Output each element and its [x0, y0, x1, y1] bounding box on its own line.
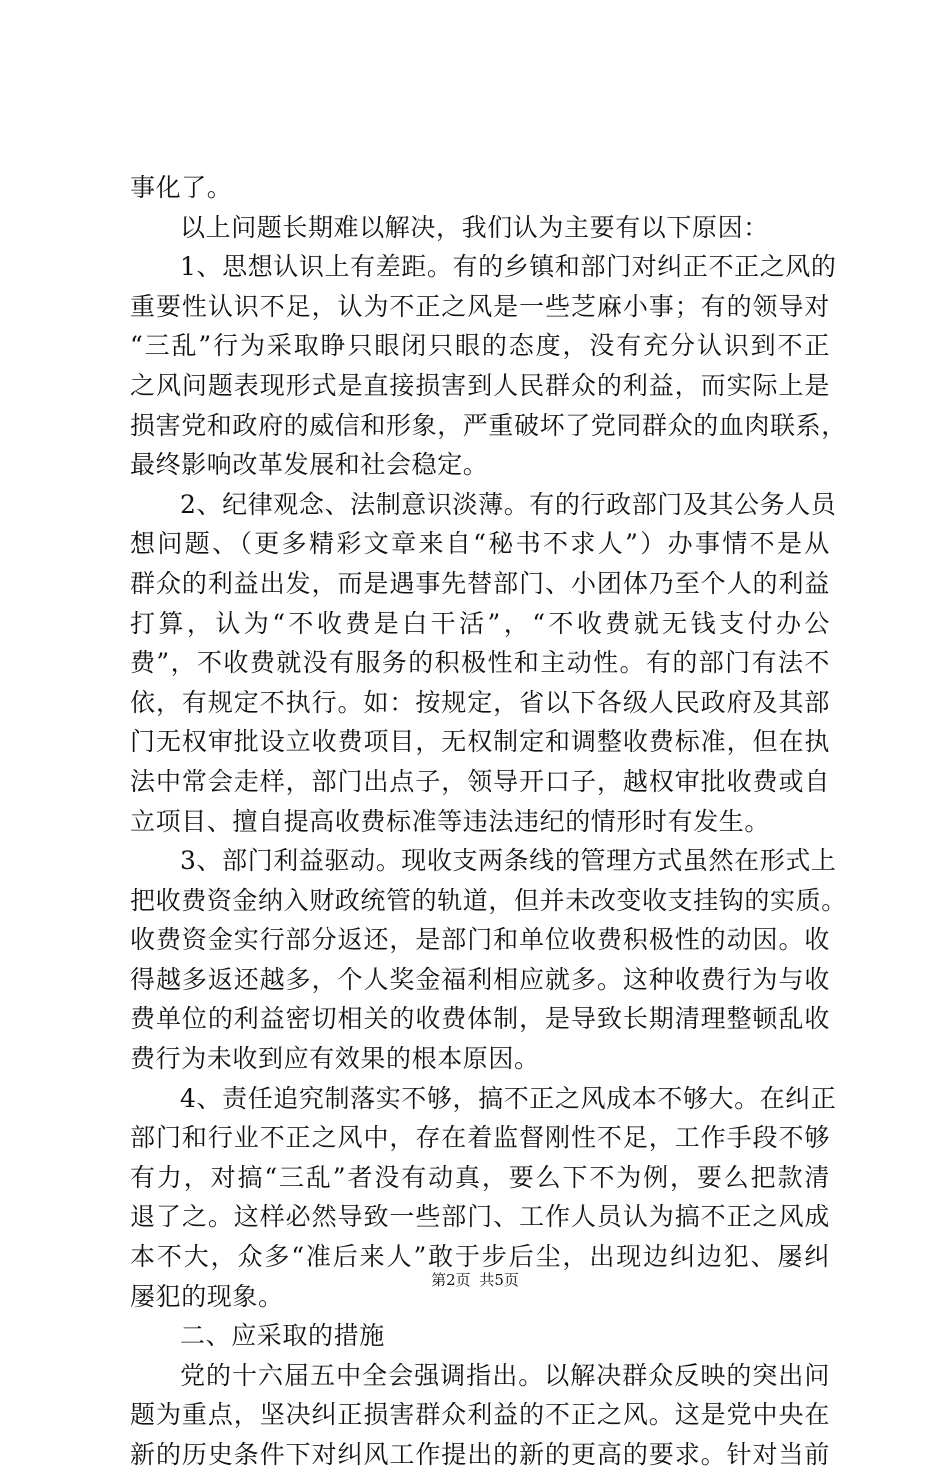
text-line: 本不大，众多“准后来人”敢于步后尘，出现边纠边犯、屡纠	[130, 1242, 830, 1272]
text-line: 费行为未收到应有效果的根本原因。	[130, 1044, 540, 1074]
text-line: 门无权审批设立收费项目，无权制定和调整收费标准，但在执	[130, 727, 830, 757]
text-line: 以上问题长期难以解决，我们认为主要有以下原因：	[180, 212, 769, 242]
text-line: 依，有规定不执行。如：按规定，省以下各级人民政府及其部	[130, 687, 830, 717]
text-line: 费单位的利益密切相关的收费体制，是导致长期清理整顿乱收	[130, 1004, 830, 1034]
text-line: 得越多返还越多，个人奖金福利相应就多。这种收费行为与收	[130, 964, 830, 994]
text-line: 退了之。这样必然导致一些部门、工作人员认为搞不正之风成	[130, 1202, 830, 1232]
text-line: 之风问题表现形式是直接损害到人民群众的利益，而实际上是	[130, 370, 830, 400]
page-total: 共5页	[479, 1271, 519, 1289]
text-line: 收费资金实行部分返还，是部门和单位收费积极性的动因。收	[130, 925, 830, 955]
text-line: 把收费资金纳入财政统管的轨道，但并未改变收支挂钩的实质。	[130, 885, 847, 915]
text-line: 法中常会走样，部门出点子，领导开口子，越权审批收费或自	[130, 766, 830, 796]
text-line: 损害党和政府的威信和形象，严重破坏了党同群众的血肉联系，	[130, 410, 847, 440]
text-line: 立项目、擅自提高收费标准等违法违纪的情形时有发生。	[130, 806, 771, 836]
text-line: 费”，不收费就没有服务的积极性和主动性。有的部门有法不	[130, 648, 830, 678]
text-line: 党的十六届五中全会强调指出。以解决群众反映的突出问	[180, 1360, 830, 1390]
text-line: 事化了。	[130, 173, 233, 202]
text-line: 有力，对搞“三乱”者没有动真，要么下不为例，要么把款清	[130, 1162, 830, 1192]
text-line: 4、责任追究制落实不够，搞不正之风成本不够大。在纠正	[180, 1083, 837, 1113]
text-line: 群众的利益出发，而是遇事先替部门、小团体乃至个人的利益	[130, 568, 830, 598]
text-line: 题为重点，坚决纠正损害群众利益的不正之风。这是党中央在	[130, 1400, 830, 1430]
text-line: 屡犯的现象。	[130, 1281, 284, 1311]
text-line: 二、应采取的措施	[180, 1321, 385, 1351]
text-line: 想问题、（更多精彩文章来自“秘书不求人”）办事情不是从	[130, 529, 830, 559]
text-line: 部门和行业不正之风中，存在着监督刚性不足，工作手段不够	[130, 1123, 830, 1153]
text-line: 2、纪律观念、法制意识淡薄。有的行政部门及其公务人员	[180, 489, 837, 519]
text-line: 新的历史条件下对纠风工作提出的新的更高的要求。针对当前	[130, 1440, 830, 1469]
page-number: 第2页	[431, 1271, 471, 1289]
text-line: 打算，认为“不收费是白干活”，“不收费就无钱支付办公	[130, 608, 830, 638]
page-footer	[0, 1270, 950, 1290]
text-line: 重要性认识不足，认为不正之风是一些芝麻小事；有的领导对	[130, 291, 830, 321]
text-line: 最终影响改革发展和社会稳定。	[130, 450, 489, 480]
text-line: 1、思想认识上有差距。有的乡镇和部门对纠正不正之风的	[180, 252, 837, 282]
text-line: “三乱”行为采取睁只眼闭只眼的态度，没有充分认识到不正	[130, 331, 830, 361]
text-line: 3、部门利益驱动。现收支两条线的管理方式虽然在形式上	[180, 846, 837, 876]
